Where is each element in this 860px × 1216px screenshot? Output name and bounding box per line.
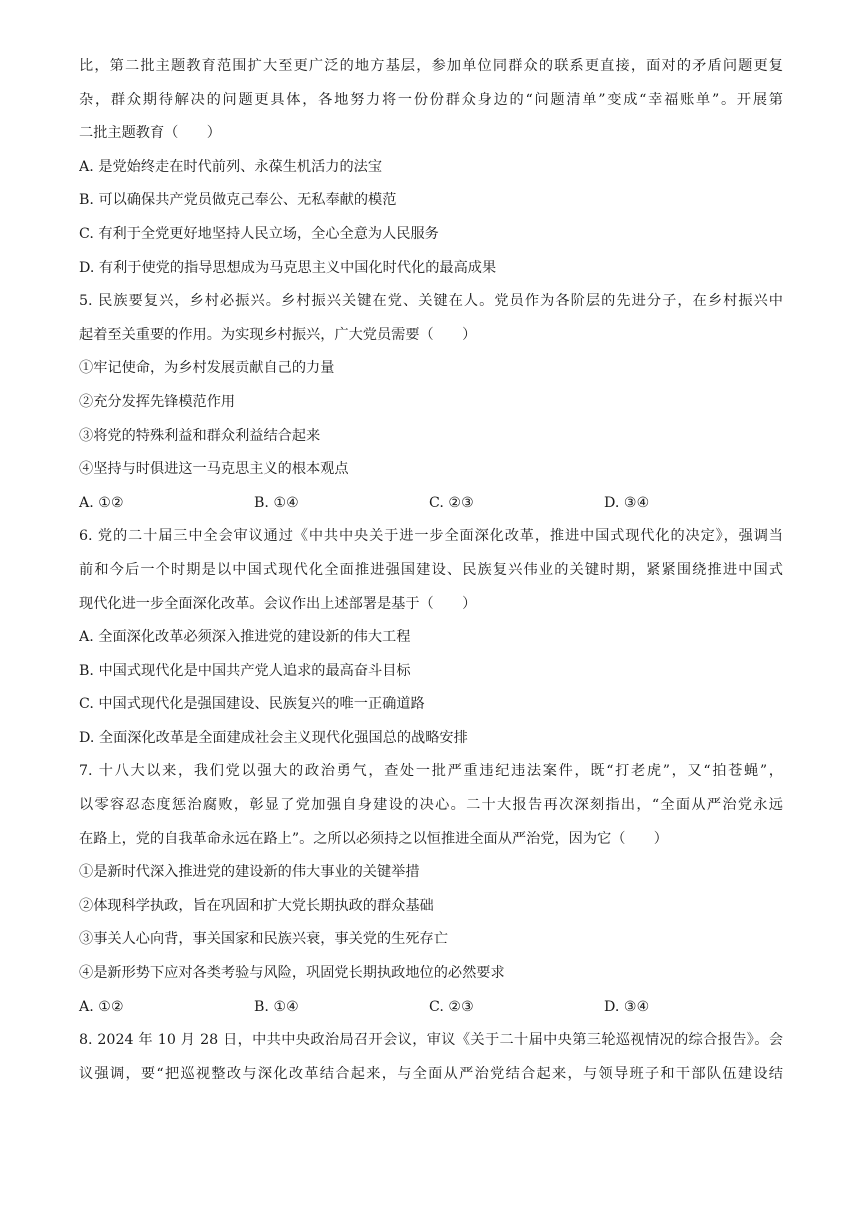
question-text-line: 前和今后一个时期是以中国式现代化全面推进强国建设、民族复兴伟业的关键时期，紧紧围绕推进中国式 [79, 561, 783, 578]
statement-4: ④坚持与时俱进这一马克思主义的根本观点 [79, 461, 349, 478]
choice-row [79, 487, 783, 521]
statement-2: ②充分发挥先锋模范作用 [79, 393, 236, 410]
question-text-line: 以零容忍态度惩治腐败，彰显了党加强自身建设的决心。二十大报告再次深刻指出，“全面从严治党永远 [79, 797, 783, 814]
question-text-line: 5. 民族要复兴，乡村必振兴。乡村振兴关键在党、关键在人。党员作为各阶层的先进分子，在乡村振兴中 [79, 293, 783, 310]
question-5 [79, 285, 783, 520]
option-d[interactable]: D. 有利于使党的指导思想成为马克思主义中国化时代化的最高成果 [79, 259, 497, 276]
question-text-line: 6. 党的二十届三中全会审议通过《中共中央关于进一步全面深化改革，推进中国式现代化的决定》，强调当 [79, 528, 783, 545]
choice-d[interactable]: D. ③④ [604, 494, 650, 511]
choice-b[interactable]: B. ①④ [254, 494, 299, 511]
question-text-line: 比，第二批主题教育范围扩大至更广泛的地方基层，参加单位同群众的联系更直接，面对的矛盾问题更复 [79, 58, 783, 74]
question-text-line: 二批主题教育（ ） [79, 125, 221, 142]
statement-1: ①是新时代深入推进党的建设新的伟大事业的关键举措 [79, 864, 420, 881]
question-text-line: 议强调，要“把巡视整改与深化改革结合起来，与全面从严治党结合起来，与领导班子和干部队伍建设结 [79, 1065, 783, 1082]
option-a[interactable]: A. 全面深化改革必须深入推进党的建设新的伟大工程 [79, 629, 411, 646]
statement-1: ①牢记使命，为乡村发展贡献自己的力量 [79, 360, 335, 377]
statement-2: ②体现科学执政，旨在巩固和扩大党长期执政的群众基础 [79, 897, 434, 914]
choice-row [79, 991, 783, 1025]
question-6 [79, 520, 783, 755]
question-text-line: 杂，群众期待解决的问题更具体，各地努力将一份份群众身边的“问题清单”变成“幸福账单”。开展第 [79, 91, 783, 108]
question-8 [79, 1024, 783, 1091]
choice-a[interactable]: A. ①② [79, 494, 124, 511]
statement-3: ③事关人心向背，事关国家和民族兴衰，事关党的生死存亡 [79, 931, 448, 948]
choice-b[interactable]: B. ①④ [254, 998, 299, 1015]
question-text-line: 7. 十八大以来，我们党以强大的政治勇气，查处一批严重违纪违法案件，既“打老虎”，又“拍苍蝇”， [79, 763, 783, 780]
option-a[interactable]: A. 是党始终走在时代前列、永葆生机活力的法宝 [79, 158, 383, 175]
choice-c[interactable]: C. ②③ [429, 998, 474, 1015]
statement-3: ③将党的特殊利益和群众利益结合起来 [79, 427, 321, 444]
exam-page [79, 50, 783, 1091]
choice-d[interactable]: D. ③④ [604, 998, 650, 1015]
option-c[interactable]: C. 有利于全党更好地坚持人民立场，全心全意为人民服务 [79, 225, 439, 242]
question-text-line: 8. 2024 年 10 月 28 日，中共中央政治局召开会议，审议《关于二十届中央第三轮巡视情况的综合报告》。会 [79, 1032, 783, 1049]
question-text-line: 现代化进一步全面深化改革。会议作出上述部署是基于（ ） [79, 595, 477, 612]
choice-c[interactable]: C. ②③ [429, 494, 474, 511]
option-d[interactable]: D. 全面深化改革是全面建成社会主义现代化强国总的战略安排 [79, 729, 468, 746]
choice-a[interactable]: A. ①② [79, 998, 124, 1015]
question-4-tail [79, 50, 783, 285]
question-text-line: 起着至关重要的作用。为实现乡村振兴，广大党员需要（ ） [79, 326, 477, 343]
question-text-line: 在路上，党的自我革命永远在路上”。之所以必须持之以恒推进全面从严治党，因为它（ ） [79, 830, 668, 847]
option-b[interactable]: B. 中国式现代化是中国共产党人追求的最高奋斗目标 [79, 662, 411, 679]
statement-4: ④是新形势下应对各类考验与风险，巩固党长期执政地位的必然要求 [79, 965, 505, 982]
option-c[interactable]: C. 中国式现代化是强国建设、民族复兴的唯一正确道路 [79, 696, 425, 713]
question-7 [79, 755, 783, 1024]
option-b[interactable]: B. 可以确保共产党员做克己奉公、无私奉献的模范 [79, 192, 397, 209]
